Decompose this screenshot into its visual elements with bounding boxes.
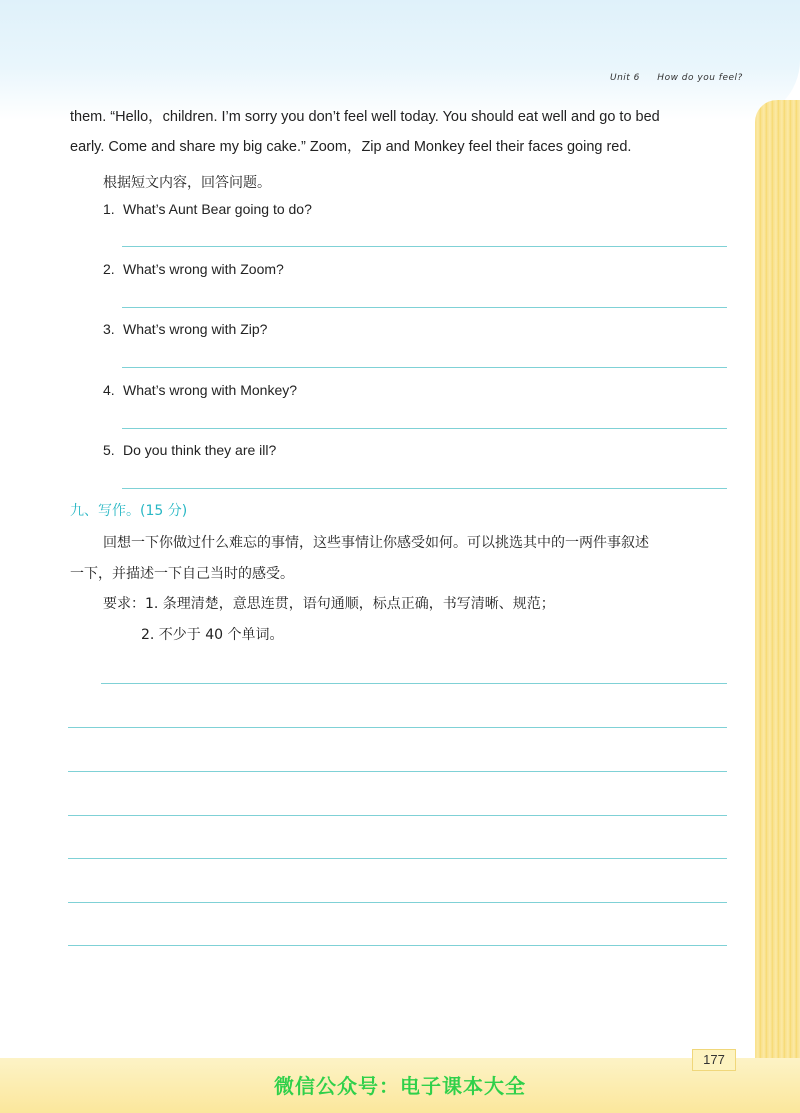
question-number: 4. (103, 382, 115, 398)
writing-prompt-line-1: 回想一下你做过什么难忘的事情，这些事情让你感受如何。可以挑选其中的一两件事叙述 (103, 535, 649, 551)
answer-line-2[interactable] (122, 307, 727, 308)
passage-line-1: them. “Hello，children. I’m sorry you don’t feel well today. You should eat well and go to bed (70, 109, 660, 125)
answer-line-5[interactable] (122, 488, 727, 489)
question-text: What’s wrong with Zip? (123, 321, 268, 337)
writing-line-4[interactable] (68, 815, 727, 816)
writing-line-5[interactable] (68, 858, 727, 859)
answer-line-4[interactable] (122, 428, 727, 429)
writing-line-1[interactable] (101, 683, 727, 684)
question-text: What’s wrong with Monkey? (123, 382, 298, 398)
question-number: 3. (103, 321, 115, 337)
unit-title: How do you feel? (657, 73, 743, 83)
writing-line-6[interactable] (68, 902, 727, 903)
writing-requirement-1: 要求：1. 条理清楚，意思连贯，语句通顺，标点正确，书写清晰、规范； (103, 596, 555, 612)
question-number: 1. (103, 201, 115, 217)
question-1 (103, 201, 312, 217)
section-title-writing: 九、写作。(15 分) (70, 503, 188, 519)
page-stack-edge (755, 100, 800, 1113)
answer-line-1[interactable] (122, 246, 727, 247)
question-5 (103, 442, 276, 458)
question-2 (103, 261, 284, 277)
question-4 (103, 382, 297, 398)
watermark-text: 微信公众号：电子课本大全 (274, 1074, 526, 1098)
writing-requirement-2: 2. 不少于 40 个单词。 (141, 627, 284, 643)
question-number: 5. (103, 442, 115, 458)
writing-line-7[interactable] (68, 945, 727, 946)
unit-label: Unit 6 (610, 73, 640, 83)
question-text: What’s wrong with Zoom? (123, 261, 284, 277)
instruction: 根据短文内容，回答问题。 (103, 175, 271, 191)
answer-line-3[interactable] (122, 367, 727, 368)
question-text: Do you think they are ill? (123, 442, 277, 458)
question-text: What’s Aunt Bear going to do? (123, 201, 312, 217)
passage-line-2: early. Come and share my big cake.” Zoom，Zip and Monkey feel their faces going red. (70, 139, 632, 155)
question-3 (103, 321, 267, 337)
writing-line-2[interactable] (68, 727, 727, 728)
running-header (610, 73, 743, 83)
writing-line-3[interactable] (68, 771, 727, 772)
writing-prompt-line-2: 一下，并描述一下自己当时的感受。 (70, 566, 294, 582)
page-number: 177 (692, 1049, 736, 1071)
question-number: 2. (103, 261, 115, 277)
